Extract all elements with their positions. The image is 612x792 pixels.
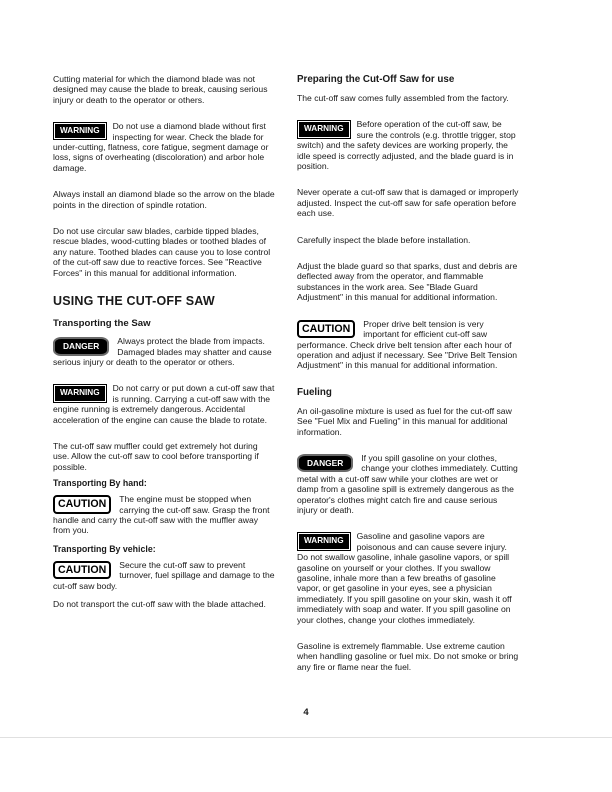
caution-notice [297,319,519,371]
danger-notice [53,336,275,367]
subsection-heading: Fueling [297,386,332,398]
notice-text: If you spill gasoline on your clothes, change your clothes immediately. Cutting metal with a cut-off saw while your clothes are wet or damp from a gasoline spill is extremely dangerous as the operator's clothes might catch fire and cause serious injury or death. [297,452,518,515]
warning-badge: WARNING [299,122,349,136]
caution-badge: CAUTION [53,561,111,580]
minor-heading: Transporting By hand: [53,478,147,489]
notice-text: Always protect the blade from impacts. Damaged blades may shatter and cause serious injury or death to the operator or others. [53,336,272,367]
notice-text: Do not use a diamond blade without first inspecting for wear. Check the blade for under-cutting, flatness, core fatigue, segment damage or loss, signs of overheating (discoloration) and arbor hole damage. [53,121,269,173]
warning-notice [53,121,275,173]
subsection-heading: Transporting the Saw [53,318,151,330]
warning-badge: WARNING [55,386,105,400]
paragraph: Cutting material for which the diamond blade was not designed may cause the blade to break, causing serious injury or death to the operator or others. [53,74,268,105]
section-title: USING THE CUT-OFF SAW [53,294,215,309]
warning-badge: WARNING [55,124,105,138]
danger-notice [297,453,519,515]
notice-text: Do not carry or put down a cut-off saw that is running. Carrying a cut-off saw with the engine running is extremely dangerous. Accidental acceleration of the engine can cause the blade to rotate. [53,383,275,425]
notice-text: Proper drive belt tension is very important for efficient cut-off saw performance. Check drive belt tension after each hour of operation and adjust if necessary. See "Drive Belt Tension Adjustment" in this manual for additional information. [297,318,518,371]
caution-notice [53,494,275,536]
paragraph: Do not use circular saw blades, carbide tipped blades, rescue blades, wood-cutting blades or toothed blades of any nature. Toothed blades can cause you to lose control of the cut-off saw due to reactive forces. See "Reactive Forces" in this manual for additional information. [53,226,271,278]
notice-text: Gasoline and gasoline vapors are poisonous and can cause severe injury. Do not swallow gasoline, inhale gasoline vapors, or spill gasoline on yourself or your clothes. If you swallow gasoline, inhale more than a few breaths of gasoline vapor, or get gasoline in your eyes, see a physician immediately. If you spill gasoline on your skin, wash it off immediately with soap and water. If you spill gasoline on your clothes, change your clothes immediately. [297,531,512,625]
caution-badge: CAUTION [53,495,111,514]
danger-badge: DANGER [297,454,353,472]
paragraph: Adjust the blade guard so that sparks, dust and debris are deflected away from the operator, and flammable substances in the work area. See "Blade Guard Adjustment" in this manual for additional information. [297,261,518,303]
warning-notice [297,531,519,625]
notice-text: Before operation of the cut-off saw, be sure the controls (e.g. throttle trigger, stop switch) and the safety devices are working properly, the idle speed is correctly adjusted, and the blade guard is in position. [297,119,516,172]
paragraph: Never operate a cut-off saw that is damaged or improperly adjusted. Inspect the cut-off saw for safe operation before each use. [297,187,519,219]
caution-badge: CAUTION [297,320,355,339]
warning-badge: WARNING [299,534,349,548]
danger-badge: DANGER [53,337,109,355]
paragraph: An oil-gasoline mixture is used as fuel for the cut-off saw See "Fuel Mix and Fueling" in this manual for additional information. [297,405,512,437]
paragraph: Do not transport the cut-off saw with the blade attached. [53,599,266,609]
warning-notice [297,119,519,171]
minor-heading: Transporting By vehicle: [53,543,156,554]
paragraph: Always install an diamond blade so the arrow on the blade points in the direction of spindle rotation. [53,189,275,210]
page-number: 4 [303,707,309,718]
paragraph: The cut-off saw comes fully assembled from the factory. [297,93,509,103]
right-column [297,74,519,688]
left-column [53,74,275,625]
notice-text: The engine must be stopped when carrying the cut-off saw. Grasp the front handle and carry the cut-off saw with the muffler away from you. [53,494,270,536]
warning-notice [53,383,275,425]
footer-divider [0,737,612,738]
notice-text: Secure the cut-off saw to prevent turnover, fuel spillage and damage to the cut-off saw body. [53,559,275,591]
paragraph: The cut-off saw muffler could get extremely hot during use. Allow the cut-off saw to cool before transporting if possible. [53,440,259,472]
paragraph: Gasoline is extremely flammable. Use extreme caution when handling gasoline or fuel mix. Do not smoke or bring any fire or flame near the fuel. [297,641,519,672]
paragraph: Carefully inspect the blade before installation. [297,234,471,245]
caution-notice [53,560,275,591]
subsection-heading: Preparing the Cut-Off Saw for use [297,74,455,85]
